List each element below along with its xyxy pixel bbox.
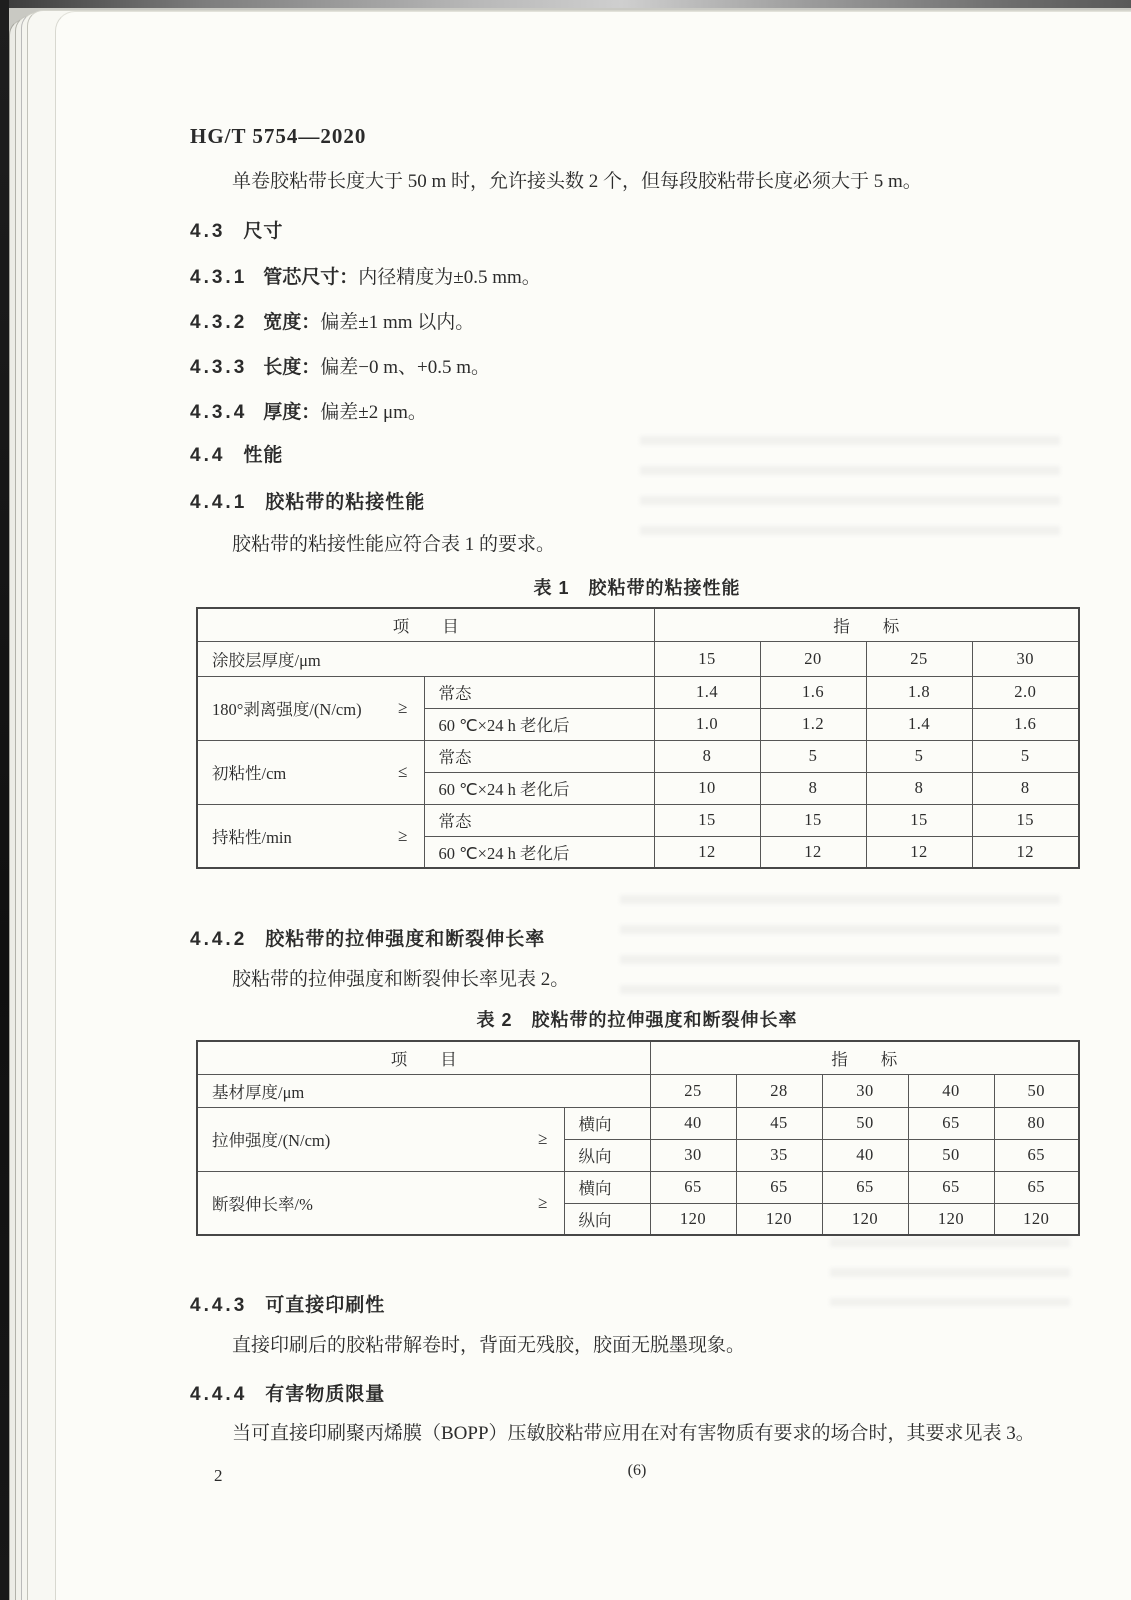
- table-cell: 65: [994, 1171, 1079, 1203]
- table-cell: 65: [822, 1171, 908, 1203]
- table-cell: 5: [972, 740, 1079, 772]
- doc-code: HG/T 5754—2020: [190, 124, 367, 148]
- table-cell: 65: [994, 1139, 1079, 1171]
- table1-group-initial-tack: [197, 740, 424, 804]
- section-number: 4.4: [190, 445, 226, 466]
- intro-paragraph: 单卷胶粘带长度大于 50 m 时，允许接头数 2 个，但每段胶粘带长度必须大于 5 m。: [232, 171, 922, 192]
- condition-cell: 常态: [424, 740, 654, 772]
- clause-4-3-2: [190, 307, 1078, 334]
- table-row: [197, 740, 1079, 772]
- section-heading-4-3: [190, 216, 1078, 243]
- paragraph-4-4-3: 直接印刷后的胶粘带解卷时，背面无残胶，胶面无脱墨现象。: [232, 1335, 746, 1356]
- direction-cell: 横向: [564, 1171, 650, 1203]
- table-cell: 25: [650, 1074, 736, 1107]
- table2-group-elongation: [197, 1171, 564, 1235]
- sheet-number: (6): [627, 1462, 647, 1479]
- table-cell: 120: [908, 1203, 994, 1235]
- table-cell: 30: [972, 641, 1079, 676]
- direction-cell: 纵向: [564, 1139, 650, 1171]
- group-label: 持粘性/min: [212, 827, 292, 847]
- table-row: [197, 1171, 1079, 1203]
- table-cell: 120: [650, 1203, 736, 1235]
- paragraph-4-4-4: 当可直接印刷聚丙烯膜（BOPP）压敏胶粘带应用在对有害物质有要求的场合时，其要求见表 3。: [232, 1423, 1035, 1444]
- table1-header-index: 指 标: [654, 608, 1079, 641]
- section-title: 胶粘带的拉伸强度和断裂伸长率: [265, 929, 546, 950]
- scanner-top-edge: [0, 0, 1131, 8]
- paragraph-4-4-2: 胶粘带的拉伸强度和断裂伸长率见表 2。: [232, 969, 570, 990]
- table-cell: 15: [760, 804, 866, 836]
- table-cell: 8: [972, 772, 1079, 804]
- table-cell: 1.4: [866, 708, 972, 740]
- table-cell: 65: [736, 1171, 822, 1203]
- table-cell: 12: [972, 836, 1079, 868]
- table-cell: 28: [736, 1074, 822, 1107]
- table-row: [197, 1074, 1079, 1107]
- table-cell: 50: [822, 1107, 908, 1139]
- table-cell: 65: [908, 1171, 994, 1203]
- clause-text: 偏差−0 m、+0.5 m。: [320, 357, 491, 378]
- table2-caption: 表 2 胶粘带的拉伸强度和断裂伸长率: [476, 1010, 798, 1030]
- clause-number: 4.3.3: [190, 357, 248, 378]
- table-cell: 1.8: [866, 676, 972, 708]
- table-cell: 12: [654, 836, 760, 868]
- table1-caption: 表 1 胶粘带的粘接性能: [533, 578, 741, 598]
- table-cell: 45: [736, 1107, 822, 1139]
- clause-text: 内径精度为±0.5 mm。: [358, 267, 541, 288]
- table-cell: 15: [654, 804, 760, 836]
- table-cell: 50: [908, 1139, 994, 1171]
- table1-header-item: 项 目: [197, 608, 654, 641]
- clause-term: 长度：: [263, 357, 321, 378]
- condition-cell: 常态: [424, 804, 654, 836]
- clause-4-3-4: [190, 397, 1078, 424]
- table-cell: 120: [736, 1203, 822, 1235]
- group-label: 断裂伸长率/%: [212, 1194, 313, 1214]
- direction-cell: 纵向: [564, 1203, 650, 1235]
- clause-term: 厚度：: [263, 402, 321, 423]
- table-cell: 15: [866, 804, 972, 836]
- table1-group-holding-power: [197, 804, 424, 868]
- table-cell: 80: [994, 1107, 1079, 1139]
- section-title: 有害物质限量: [265, 1384, 386, 1405]
- clause-4-3-1: [190, 262, 1078, 289]
- direction-cell: 横向: [564, 1107, 650, 1139]
- clause-term: 管芯尺寸：: [263, 267, 359, 288]
- table-row: [197, 1107, 1079, 1139]
- table-2-tensile-elongation: [196, 1040, 1080, 1236]
- group-label: 180°剥离强度/(N/cm): [212, 700, 362, 719]
- table-cell: 1.0: [654, 708, 760, 740]
- less-equal-symbol: ≤: [398, 762, 408, 781]
- section-heading-4-4-1: [190, 487, 1078, 514]
- group-label: 初粘性/cm: [212, 764, 287, 783]
- section-number: 4.4.2: [190, 929, 248, 950]
- clause-text: 偏差±2 μm。: [320, 402, 427, 423]
- table-cell: 15: [654, 641, 760, 676]
- clause-term: 宽度：: [263, 312, 321, 333]
- table2-group-tensile-strength: [197, 1107, 564, 1171]
- page-number: 2: [214, 1466, 223, 1485]
- table-cell: 15: [972, 804, 1079, 836]
- table-cell: 8: [866, 772, 972, 804]
- table-cell: 8: [760, 772, 866, 804]
- group-label: 拉伸强度/(N/cm): [212, 1131, 331, 1150]
- paragraph-4-4-1: 胶粘带的粘接性能应符合表 1 的要求。: [232, 534, 556, 555]
- table-cell: 120: [994, 1203, 1079, 1235]
- table1-group-peel-strength: [197, 676, 424, 740]
- clause-number: 4.3.2: [190, 312, 248, 333]
- table-cell: 2.0: [972, 676, 1079, 708]
- clause-text: 偏差±1 mm 以内。: [320, 312, 475, 333]
- table-row: [197, 676, 1079, 708]
- table-cell: 40: [822, 1139, 908, 1171]
- section-number: 4.4.1: [190, 492, 248, 513]
- table-cell: 40: [650, 1107, 736, 1139]
- table-cell: 20: [760, 641, 866, 676]
- greater-equal-symbol: ≥: [398, 825, 408, 845]
- table-cell: 12: [866, 836, 972, 868]
- section-heading-4-4-2: [190, 924, 1078, 951]
- table-cell: 35: [736, 1139, 822, 1171]
- section-heading-4-4: [190, 440, 1078, 467]
- table-cell: 50: [994, 1074, 1079, 1107]
- condition-cell: 60 ℃×24 h 老化后: [424, 708, 654, 740]
- table-cell: 25: [866, 641, 972, 676]
- section-number: 4.3: [190, 221, 226, 242]
- section-title: 可直接印刷性: [265, 1295, 386, 1316]
- table-cell: 120: [822, 1203, 908, 1235]
- greater-equal-symbol: ≥: [398, 698, 408, 717]
- table-1-adhesion-performance: [196, 607, 1080, 869]
- clause-number: 4.3.4: [190, 402, 248, 423]
- table-cell: 30: [822, 1074, 908, 1107]
- table-cell: 5: [760, 740, 866, 772]
- table-cell: 1.2: [760, 708, 866, 740]
- table-cell: 40: [908, 1074, 994, 1107]
- section-heading-4-4-4: [190, 1379, 1078, 1406]
- table-cell: 1.4: [654, 676, 760, 708]
- table-cell: 8: [654, 740, 760, 772]
- table-row: [197, 804, 1079, 836]
- table-cell: 1.6: [760, 676, 866, 708]
- table2-header-index: 指 标: [650, 1041, 1079, 1074]
- section-number: 4.4.4: [190, 1384, 248, 1405]
- table-cell: 12: [760, 836, 866, 868]
- greater-equal-symbol: ≥: [538, 1192, 548, 1212]
- table-cell: 10: [654, 772, 760, 804]
- table-row: [197, 641, 1079, 676]
- section-title: 性能: [243, 445, 284, 466]
- scanner-left-edge: [0, 0, 9, 1600]
- clause-4-3-3: [190, 352, 1078, 379]
- table1-thickness-label: 涂胶层厚度/μm: [197, 641, 654, 676]
- table-cell: 1.6: [972, 708, 1079, 740]
- table2-thickness-label: 基材厚度/μm: [197, 1074, 650, 1107]
- greater-equal-symbol: ≥: [538, 1129, 548, 1148]
- condition-cell: 常态: [424, 676, 654, 708]
- section-title: 胶粘带的粘接性能: [265, 492, 426, 513]
- condition-cell: 60 ℃×24 h 老化后: [424, 772, 654, 804]
- table-row: [197, 608, 1079, 641]
- section-title: 尺寸: [243, 221, 284, 242]
- condition-cell: 60 ℃×24 h 老化后: [424, 836, 654, 868]
- clause-number: 4.3.1: [190, 267, 248, 288]
- table-cell: 30: [650, 1139, 736, 1171]
- table-cell: 65: [650, 1171, 736, 1203]
- section-heading-4-4-3: [190, 1290, 1078, 1317]
- table-cell: 5: [866, 740, 972, 772]
- table-row: [197, 1041, 1079, 1074]
- table2-header-item: 项 目: [197, 1041, 650, 1074]
- section-number: 4.4.3: [190, 1295, 248, 1316]
- table-cell: 65: [908, 1107, 994, 1139]
